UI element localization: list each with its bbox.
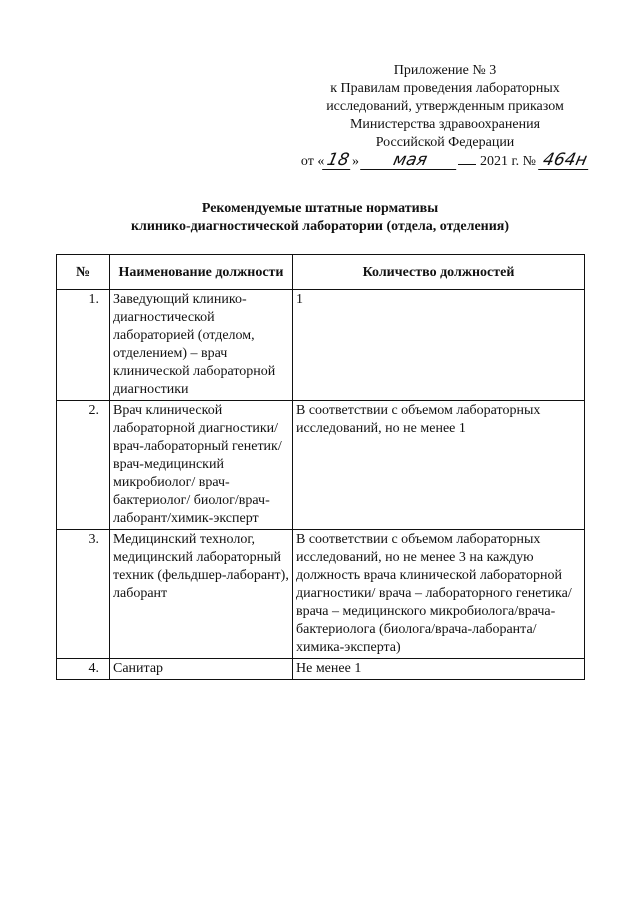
row-count: В соответствии с объемом лабораторных исследований, но не менее 3 на каждую должность врача клинической лабораторной диагностики/ врача – лабораторного генетика/ врача – медицинского микробиолога/врача-бактериолога (биолога/врача-лаборанта/ химика-эксперта) [293, 530, 585, 659]
annex-reference: к Правилам проведения лабораторных [330, 81, 560, 96]
handwritten-order-number: 464н [538, 152, 591, 170]
row-number: 4. [57, 659, 110, 680]
row-number: 3. [57, 530, 110, 659]
table-row [57, 659, 585, 680]
row-position: Медицинский технолог, медицинский лабораторный техник (фельдшер-лаборант), лаборант [110, 530, 293, 659]
staffing-table [56, 254, 585, 680]
order-year: 2021 г. № [479, 154, 537, 169]
table-row [57, 401, 585, 530]
handwritten-day: 18 [322, 152, 353, 170]
title-line: Рекомендуемые штатные нормативы [201, 201, 439, 216]
annex-number: Приложение № 3 [393, 63, 497, 78]
table-row [57, 530, 585, 659]
header-number: № [57, 255, 110, 290]
date-prefix: от « [300, 154, 325, 169]
table-row [57, 290, 585, 401]
annex-block [300, 62, 590, 171]
annex-ministry: Министерства здравоохранения [349, 117, 541, 132]
blank-line [458, 164, 476, 165]
row-count: В соответствии с объемом лабораторных исследований, но не менее 1 [293, 401, 585, 530]
title-line: клинико-диагностической лаборатории (отдела, отделения) [130, 219, 510, 234]
table-header-row [57, 255, 585, 290]
row-number: 1. [57, 290, 110, 401]
row-number: 2. [57, 401, 110, 530]
document-title [0, 200, 640, 236]
row-count: 1 [293, 290, 585, 401]
annex-country: Российской Федерации [375, 135, 515, 150]
order-date-line [300, 152, 590, 171]
date-mid: » [351, 154, 359, 169]
header-position: Наименование должности [110, 255, 293, 290]
row-position: Врач клинической лабораторной диагностики/ врач-лабораторный генетик/ врач-медицинский микробиолог/ врач-бактериолог/ биолог/врач-лаборант/химик-эксперт [110, 401, 293, 530]
row-position: Санитар [110, 659, 293, 680]
handwritten-month: мая [361, 152, 461, 170]
header-count: Количество должностей [293, 255, 585, 290]
row-count: Не менее 1 [293, 659, 585, 680]
row-position: Заведующий клинико-диагностической лабораторией (отделом, отделением) – врач клинической лабораторной диагностики [110, 290, 293, 401]
annex-reference: исследований, утвержденным приказом [326, 99, 564, 114]
